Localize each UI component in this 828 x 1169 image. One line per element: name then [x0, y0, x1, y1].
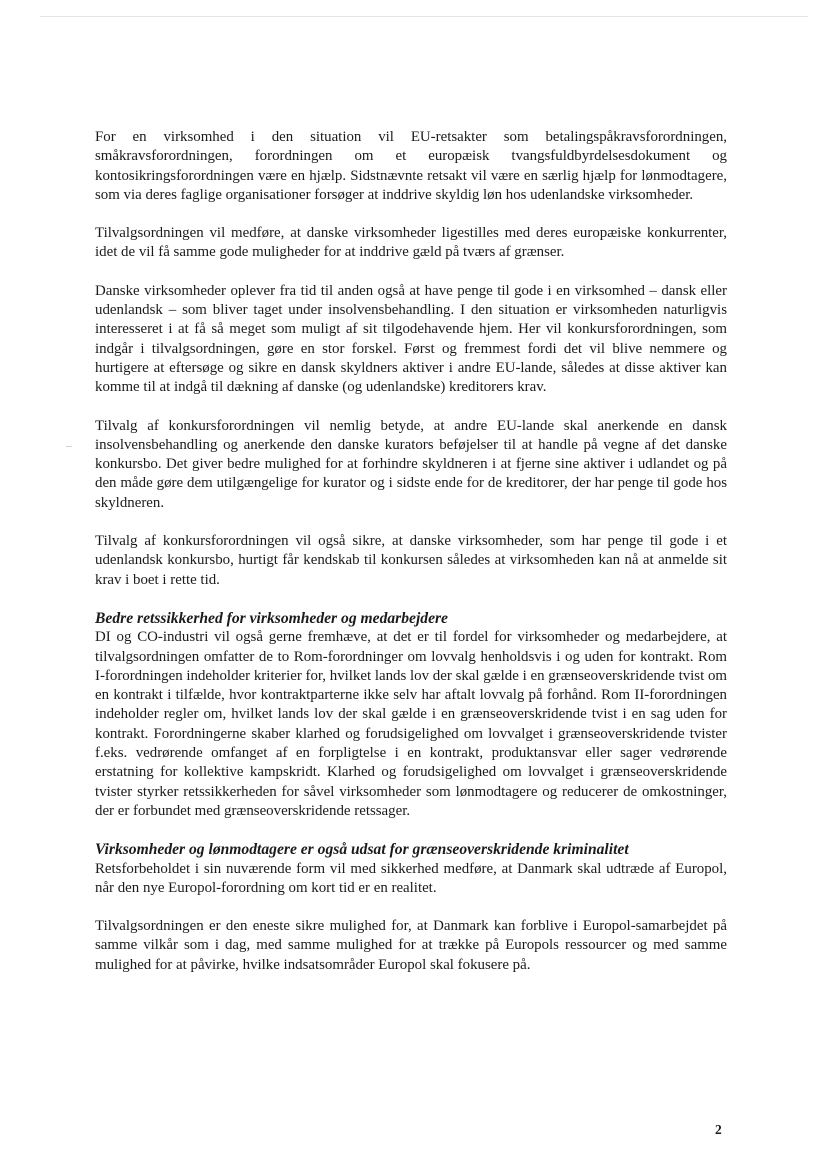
paragraph-europol-optin: Tilvalgsordningen er den eneste sikre mulighed for, at Danmark kan forblive i Europol-samarbejdet på samme vilkår som i dag, med samme mulighed for at trække på Europols ressourcer og med samme mulighed for at påvirke, hvilke indsatsområder Europol skal fokusere på. [95, 918, 727, 973]
paragraph-europol-exit: Retsforbeholdet i sin nuværende form vil med sikkerhed medføre, at Danmark skal udtræde af Europol, når den nye Europol-forordning om kort tid er en realitet. [95, 860, 727, 896]
paragraph-rome-regulations: DI og CO-industri vil også gerne fremhæve, at det er til fordel for virksomheder og medarbejdere, at tilvalgsordningen omfatter de to Rom-forordninger om lovvalg henholdsvis i og uden for kontrakt. Rom I-forordningen indeholder kriterier for, hvilket lands lov der skal gælde i en grænseoverskridende tvist om en kontrakt i tilfælde, hvor kontraktparterne ikke selv har aftalt lovvalg på forhånd. Rom II-forordningen indeholder regler om, hvilket lands lov der skal gælde i en grænseoverskridende tvist i en sag uden for kontrakt. Forordningerne skaber klarhed og forudsigelighed om lovvalget i grænseoverskridende tvister f.eks. vedrørende omfanget af en forpligtelse i en kontrakt, produktansvar eller sager vedrørende erstatning for kollektive kampskridt. Klarhed og forudsigelighed om lovvalget i grænseoverskridende tvister styrker retssikkerheden for såvel virksomheder som lønmodtagere og reducerer de omkostninger, der er forbundet med grænseoverskridende retssager. [95, 629, 727, 819]
page-number: 2 [715, 1122, 722, 1137]
paragraph-equal-footing: Tilvalgsordningen vil medføre, at danske virksomheder ligestilles med deres europæiske konkurrenter, idet de vil få samme gode muligheder for at inddrive gæld på tværs af grænser. [95, 225, 727, 261]
section-heading-legal-certainty: Bedre retssikkerhed for virksomheder og medarbejdere [95, 609, 448, 627]
margin-mark [66, 446, 72, 447]
paragraph-insolvency: Danske virksomheder oplever fra tid til anden også at have penge til gode i en virksomhed – dansk eller udenlandsk – som bliver taget under insolvensbehandling. I den situation er virksomheden naturligvis interesseret i at få så meget som muligt af sit tilgodehavende hjem. Her vil konkursforordningen, som indgår i tilvalgsordningen, gøre en stor forskel. Først og fremmest fordi det vil blive nemmere og hurtigere at eftersøge og sikre en dansk skyldners aktiver i andre EU-lande, således at disse aktiver kan komme til at indgå til dækning af danske (og udenlandske) kreditorers krav. [95, 282, 727, 396]
paragraph-claim-filing: Tilvalg af konkursforordningen vil også sikre, at danske virksomheder, som har penge til gode i et udenlandsk konkursbo, hurtigt får kendskab til konkursen således at virksomheden kan nå at anmelde sit krav i boet i rette tid. [95, 533, 727, 588]
paragraph-recognition: Tilvalg af konkursforordningen vil nemlig betyde, at andre EU-lande skal anerkende en dansk insolvensbehandling og anerkende den danske kurators beføjelser til at handle på vegne af det danske konkursbo. Det giver bedre mulighed for at forhindre skyldneren i at fjerne sine aktiver i udlandet og på den måde gøre dem utilgængelige for kurator og i sidste ende for de kreditorer, der har penge til gode hos skyldneren. [95, 417, 727, 511]
top-rule [40, 16, 808, 17]
document-body [95, 128, 727, 994]
section-heading-crime: Virksomheder og lønmodtagere er også udsat for grænseoverskridende kriminalitet [95, 841, 629, 859]
paragraph-collection-tools: For en virksomhed i den situation vil EU-retsakter som betalingspåkravsforordningen, småkravsforordningen, forordningen om et europæisk tvangsfuldbyrdelsesdokument og kontosikringsforordningen være en hjælp. Sidstnævnte retsakt vil være en særlig hjælp for lønmodtagere, som via deres faglige organisationer forsøger at inddrive skyldig løn hos udenlandske virksomheder. [95, 129, 727, 203]
